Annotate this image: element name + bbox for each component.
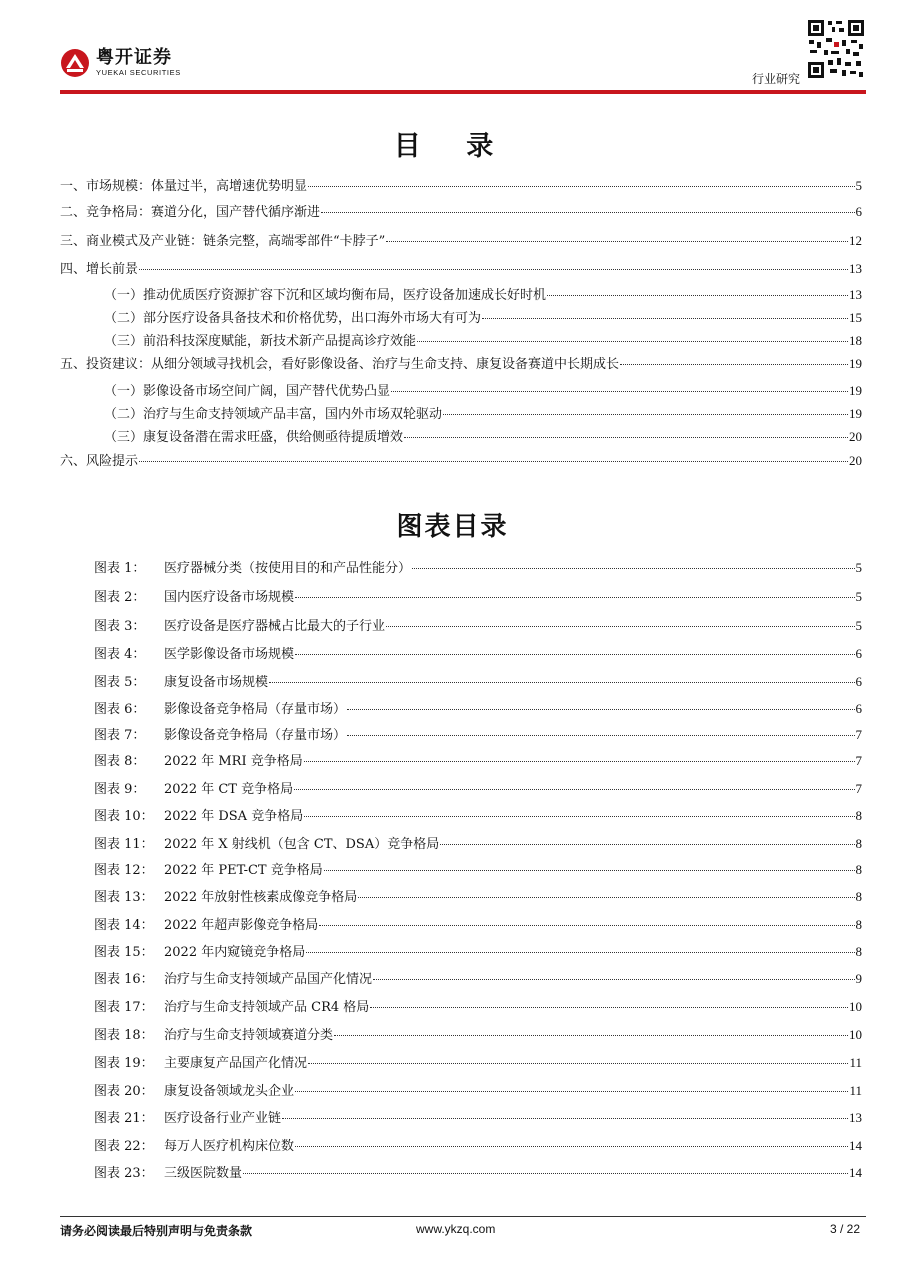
figure-caption: 医学影像设备市场规模 <box>164 647 295 662</box>
toc-page-number: 5 <box>855 178 862 193</box>
toc-entry-text: （一）影像设备市场空间广阔，国产替代优势凸显 <box>104 384 391 399</box>
logo-chinese-name: 粤开证券 <box>96 47 172 69</box>
figure-caption: 治疗与生命支持领域产品国产化情况 <box>164 972 373 987</box>
figure-entry[interactable] <box>94 643 862 665</box>
toc-entry[interactable] <box>104 380 862 402</box>
figure-page-number: 8 <box>855 889 862 904</box>
figure-entry[interactable] <box>94 914 862 936</box>
toc-entry[interactable] <box>60 450 862 472</box>
figure-entry[interactable] <box>94 805 862 827</box>
footer-page-indicator: 3 / 22 <box>829 1222 860 1236</box>
toc-entry[interactable] <box>60 201 862 223</box>
figure-entry[interactable] <box>94 886 862 908</box>
dot-leader <box>139 269 848 270</box>
figure-caption: 影像设备竞争格局（存量市场） <box>164 702 347 717</box>
dot-leader <box>404 437 848 438</box>
dot-leader <box>547 295 848 296</box>
figure-page-number: 10 <box>849 999 862 1014</box>
dot-leader <box>306 952 854 953</box>
toc-entry[interactable] <box>104 330 862 352</box>
figure-caption: 2022 年放射性核素成像竞争格局 <box>164 890 358 905</box>
dot-leader <box>482 318 848 319</box>
figure-caption: 2022 年 MRI 竞争格局 <box>164 754 303 769</box>
toc-entry-text: （二）部分医疗设备具备技术和价格优势，出口海外市场大有可为 <box>104 311 482 326</box>
figure-page-number: 14 <box>849 1165 862 1180</box>
dot-leader <box>347 709 854 710</box>
toc-entry-text: 四、增长前景 <box>60 262 139 277</box>
dot-leader <box>440 844 854 845</box>
figure-number: 图表 11： <box>94 837 154 852</box>
dot-leader <box>269 682 854 683</box>
figure-number: 图表 7： <box>94 728 146 743</box>
toc-entry-text: （二）治疗与生命支持领域产品丰富，国内外市场双轮驱动 <box>104 407 443 422</box>
figure-caption: 三级医院数量 <box>164 1166 243 1181</box>
figure-entry[interactable] <box>94 557 862 579</box>
figure-page-number: 6 <box>855 646 862 661</box>
figure-number: 图表 21： <box>94 1111 154 1126</box>
toc-page-number: 19 <box>849 406 862 421</box>
figure-number: 图表 19： <box>94 1056 154 1071</box>
toc-entry[interactable] <box>104 403 862 425</box>
dot-leader <box>347 735 854 736</box>
figure-entry[interactable] <box>94 750 862 772</box>
figure-page-number: 5 <box>855 618 862 633</box>
figure-page-number: 8 <box>855 836 862 851</box>
figure-caption: 国内医疗设备市场规模 <box>164 590 295 605</box>
yuekai-logo-icon <box>60 48 90 78</box>
dot-leader <box>321 212 854 213</box>
figure-page-number: 8 <box>855 917 862 932</box>
dot-leader <box>319 925 854 926</box>
figure-entry[interactable] <box>94 586 862 608</box>
figure-number: 图表 18： <box>94 1028 154 1043</box>
figure-number: 图表 6： <box>94 702 146 717</box>
figure-entry[interactable] <box>94 1024 862 1046</box>
toc-entry-text: 六、风险提示 <box>60 454 139 469</box>
figure-page-number: 14 <box>849 1138 862 1153</box>
figure-number: 图表 9： <box>94 782 146 797</box>
figure-caption: 2022 年 X 射线机（包含 CT、DSA）竞争格局 <box>164 837 440 852</box>
dot-leader <box>391 391 848 392</box>
footer-website-link[interactable]: www.ykzq.com <box>416 1222 496 1236</box>
figure-page-number: 8 <box>855 944 862 959</box>
figure-number: 图表 20： <box>94 1084 154 1099</box>
toc-page-number: 13 <box>849 261 862 276</box>
figure-caption: 医疗设备是医疗器械占比最大的子行业 <box>164 619 386 634</box>
figure-caption: 医疗器械分类（按使用目的和产品性能分） <box>164 561 412 576</box>
figure-page-number: 5 <box>855 589 862 604</box>
figure-number: 图表 1： <box>94 561 146 576</box>
dot-leader <box>324 870 855 871</box>
figure-number: 图表 17： <box>94 1000 154 1015</box>
figure-page-number: 7 <box>855 781 862 796</box>
figure-page-number: 11 <box>849 1055 862 1070</box>
dot-leader <box>139 461 848 462</box>
figure-page-number: 8 <box>855 862 862 877</box>
toc-page-number: 15 <box>849 310 862 325</box>
figure-entry[interactable] <box>94 724 862 746</box>
figure-page-number: 5 <box>855 560 862 575</box>
dot-leader <box>370 1007 848 1008</box>
dot-leader <box>308 186 854 187</box>
toc-page-number: 20 <box>849 429 862 444</box>
toc-entry[interactable] <box>104 426 862 448</box>
figure-page-number: 8 <box>855 808 862 823</box>
dot-leader <box>386 241 848 242</box>
figure-page-number: 7 <box>855 727 862 742</box>
page-header <box>60 18 866 98</box>
dot-leader <box>294 789 854 790</box>
figure-entry[interactable] <box>94 1107 862 1129</box>
figure-caption: 康复设备市场规模 <box>164 675 269 690</box>
figure-entry[interactable] <box>94 778 862 800</box>
company-logo <box>60 48 181 78</box>
figure-caption: 医疗设备行业产业链 <box>164 1111 282 1126</box>
figure-number: 图表 3： <box>94 619 146 634</box>
figure-entry[interactable] <box>94 1162 862 1184</box>
footer-divider <box>60 1216 866 1217</box>
figure-page-number: 10 <box>849 1027 862 1042</box>
figure-entry[interactable] <box>94 615 862 637</box>
figure-entry[interactable] <box>94 968 862 990</box>
toc-entry-text: 五、投资建议：从细分领域寻找机会，看好影像设备、治疗与生命支持、康复设备赛道中长期成长 <box>60 357 620 372</box>
dot-leader <box>386 626 854 627</box>
figure-number: 图表 16： <box>94 972 154 987</box>
figure-caption: 影像设备竞争格局（存量市场） <box>164 728 347 743</box>
figure-caption: 康复设备领域龙头企业 <box>164 1084 295 1099</box>
figure-number: 图表 8： <box>94 754 146 769</box>
qr-code-icon <box>806 18 866 80</box>
toc-page-number: 19 <box>849 383 862 398</box>
figure-caption: 每万人医疗机构床位数 <box>164 1139 295 1154</box>
toc-entry[interactable] <box>60 258 862 280</box>
figure-number: 图表 23： <box>94 1166 154 1181</box>
figure-entry[interactable] <box>94 833 862 855</box>
toc-page-number: 12 <box>849 233 862 248</box>
figures-title: 图表目录 <box>396 512 509 542</box>
toc-title: 目 录 <box>393 131 512 162</box>
dot-leader <box>334 1035 848 1036</box>
toc-page-number: 18 <box>849 333 862 348</box>
toc-entry-text: 一、市场规模：体量过半，高增速优势明显 <box>60 179 308 194</box>
figure-entry[interactable] <box>94 1052 862 1074</box>
figure-caption: 2022 年超声影像竞争格局 <box>164 918 319 933</box>
figure-caption: 主要康复产品国产化情况 <box>164 1056 308 1071</box>
figure-entry[interactable] <box>94 996 862 1018</box>
figure-number: 图表 14： <box>94 918 154 933</box>
figure-page-number: 13 <box>849 1110 862 1125</box>
figure-caption: 治疗与生命支持领域产品 CR4 格局 <box>164 1000 370 1015</box>
footer-disclaimer: 请务必阅读最后特别声明与免责条款 <box>60 1224 253 1238</box>
figure-page-number: 11 <box>849 1083 862 1098</box>
figure-page-number: 6 <box>855 701 862 716</box>
toc-entry-text: 二、竞争格局：赛道分化，国产替代循序渐进 <box>60 205 321 220</box>
figure-caption: 2022 年内窥镜竞争格局 <box>164 945 306 960</box>
figure-page-number: 7 <box>855 753 862 768</box>
toc-entry-text: （一）推动优质医疗资源扩容下沉和区域均衡布局，医疗设备加速成长好时机 <box>104 288 547 303</box>
dot-leader <box>282 1118 848 1119</box>
figure-number: 图表 4： <box>94 647 146 662</box>
dot-leader <box>358 897 854 898</box>
figure-entry[interactable] <box>94 859 862 881</box>
figure-page-number: 9 <box>855 971 862 986</box>
toc-page-number: 19 <box>849 356 862 371</box>
toc-entry-text: （三）康复设备潜在需求旺盛，供给侧亟待提质增效 <box>104 430 404 445</box>
figure-caption: 2022 年 PET-CT 竞争格局 <box>164 863 323 878</box>
figure-number: 图表 22： <box>94 1139 154 1154</box>
figure-entry[interactable] <box>94 671 862 693</box>
figure-number: 图表 5： <box>94 675 146 690</box>
figure-entry[interactable] <box>94 1080 862 1102</box>
toc-page-number: 6 <box>855 204 862 219</box>
dot-leader <box>295 1091 848 1092</box>
toc-entry[interactable] <box>104 284 862 306</box>
report-category: 行业研究 <box>751 72 800 86</box>
dot-leader <box>295 597 854 598</box>
toc-entry[interactable] <box>60 175 862 197</box>
toc-entry[interactable] <box>60 353 862 375</box>
figure-caption: 2022 年 DSA 竞争格局 <box>164 809 304 824</box>
dot-leader <box>417 341 848 342</box>
figure-entry[interactable] <box>94 698 862 720</box>
dot-leader <box>243 1173 848 1174</box>
toc-page-number: 13 <box>849 287 862 302</box>
toc-page-number: 20 <box>849 453 862 468</box>
dot-leader <box>304 816 854 817</box>
dot-leader <box>308 1063 848 1064</box>
figure-caption: 治疗与生命支持领域赛道分类 <box>164 1028 334 1043</box>
figure-number: 图表 12： <box>94 863 154 878</box>
toc-entry-text: （三）前沿科技深度赋能，新技术新产品提高诊疗效能 <box>104 334 417 349</box>
dot-leader <box>304 761 855 762</box>
figure-entry[interactable] <box>94 1135 862 1157</box>
toc-entry[interactable] <box>60 230 862 252</box>
logo-english-name: YUEKAI SECURITIES <box>96 68 181 78</box>
dot-leader <box>295 654 854 655</box>
dot-leader <box>373 979 854 980</box>
figure-number: 图表 10： <box>94 809 154 824</box>
figure-number: 图表 15： <box>94 945 154 960</box>
header-divider <box>60 90 866 94</box>
figure-entry[interactable] <box>94 941 862 963</box>
dot-leader <box>295 1146 848 1147</box>
figure-caption: 2022 年 CT 竞争格局 <box>164 782 294 797</box>
dot-leader <box>412 568 854 569</box>
toc-entry-text: 三、商业模式及产业链：链条完整，高端零部件“卡脖子” <box>60 234 386 249</box>
dot-leader <box>443 414 848 415</box>
figure-number: 图表 13： <box>94 890 154 905</box>
figure-page-number: 6 <box>855 674 862 689</box>
toc-entry[interactable] <box>104 307 862 329</box>
dot-leader <box>620 364 848 365</box>
figure-number: 图表 2： <box>94 590 146 605</box>
